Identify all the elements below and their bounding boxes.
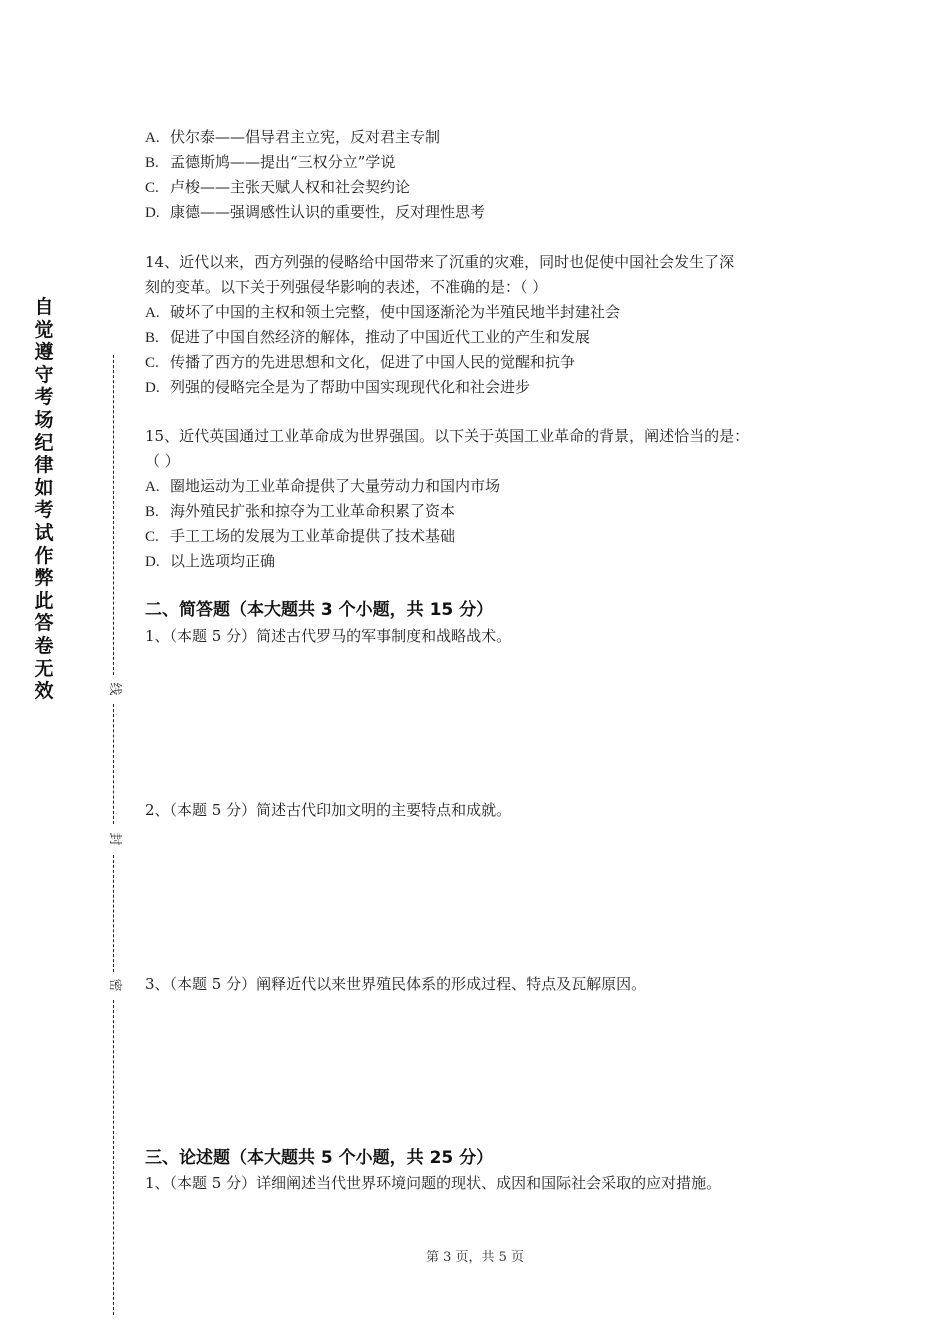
notice-char: 无 (34, 657, 54, 680)
option-letter: A. (145, 130, 160, 146)
q13-option-b (145, 152, 395, 173)
q14-option-c (145, 352, 575, 373)
q15-option-a (145, 476, 500, 497)
notice-char: 律 (34, 454, 54, 477)
option-letter: D. (145, 380, 160, 396)
binding-dashed-line (113, 855, 114, 972)
option-text: 圈地运动为工业革命提供了大量劳动力和国内市场 (170, 477, 501, 495)
binding-dashed-line (113, 355, 114, 675)
binding-label-line: 线 (107, 682, 122, 696)
page-number: 第 3 页，共 5 页 (425, 1250, 525, 1265)
notice-char: 卷 (34, 634, 54, 657)
option-text: 传播了西方的先进思想和文化，促进了中国人民的觉醒和抗争 (170, 353, 576, 371)
section3-question-1: 1、（本题 5 分）详细阐述当代世界环境问题的现状、成因和国际社会采取的应对措施。 (145, 1174, 722, 1192)
notice-char: 效 (34, 680, 54, 703)
q14-option-d (145, 377, 530, 398)
binding-dashed-line (113, 1000, 114, 1315)
notice-char: 觉 (34, 318, 54, 341)
notice-char: 此 (34, 589, 54, 612)
option-letter: B. (145, 330, 159, 346)
option-text: 列强的侵略完全是为了帮助中国实现现代化和社会进步 (170, 378, 531, 396)
binding-label-secret: 密 (107, 978, 122, 992)
option-letter: A. (145, 305, 160, 321)
notice-char: 答 (34, 612, 54, 635)
option-text: 孟德斯鸠——提出“三权分立”学说 (170, 153, 396, 171)
option-text: 海外殖民扩张和掠夺为工业革命积累了资本 (170, 502, 456, 520)
option-text: 康德——强调感性认识的重要性，反对理性思考 (170, 203, 486, 221)
notice-char: 纪 (34, 431, 54, 454)
option-text: 以上选项均正确 (170, 552, 276, 570)
q15-option-d (145, 551, 275, 572)
notice-char: 如 (34, 476, 54, 499)
section2-title: 二、简答题（本大题共 3 个小题，共 15 分） (145, 600, 494, 620)
option-letter: A. (145, 479, 160, 495)
section3-title: 三、论述题（本大题共 5 个小题，共 25 分） (145, 1148, 494, 1168)
section2-question-3: 3、（本题 5 分）阐释近代以来世界殖民体系的形成过程、特点及瓦解原因。 (145, 975, 647, 993)
section2-question-1: 1、（本题 5 分）简述古代罗马的军事制度和战略战术。 (145, 627, 512, 645)
notice-char: 遵 (34, 341, 54, 364)
option-letter: B. (145, 504, 159, 520)
q13-option-a (145, 127, 440, 148)
q14-stem-line1: 14、近代以来，西方列强的侵略给中国带来了沉重的灾难，同时也促使中国社会发生了深 (145, 253, 735, 271)
q13-option-d (145, 202, 485, 223)
q14-option-a (145, 302, 620, 323)
q15-stem-line1: 15、近代英国通过工业革命成为世界强国。以下关于英国工业革命的背景，阐述恰当的是： (145, 427, 750, 445)
option-text: 促进了中国自然经济的解体，推动了中国近代工业的产生和发展 (170, 328, 591, 346)
option-text: 手工工场的发展为工业革命提供了技术基础 (170, 527, 456, 545)
q13-option-c (145, 177, 410, 198)
notice-char: 守 (34, 363, 54, 386)
option-letter: C. (145, 529, 159, 545)
notice-char: 考 (34, 499, 54, 522)
option-letter: D. (145, 554, 160, 570)
option-letter: B. (145, 155, 159, 171)
q15-option-c (145, 526, 455, 547)
exam-discipline-notice (30, 296, 58, 703)
section2-question-2: 2、（本题 5 分）简述古代印加文明的主要特点和成就。 (145, 801, 512, 819)
option-text: 伏尔泰——倡导君主立宪，反对君主专制 (170, 128, 441, 146)
notice-char: 试 (34, 521, 54, 544)
option-letter: C. (145, 180, 159, 196)
option-text: 卢梭——主张天赋人权和社会契约论 (170, 178, 411, 196)
binding-dashed-line (113, 704, 114, 824)
notice-char: 场 (34, 408, 54, 431)
option-letter: D. (145, 205, 160, 221)
option-text: 破坏了中国的主权和领土完整，使中国逐渐沦为半殖民地半封建社会 (170, 303, 621, 321)
q15-stem-line2: （ ） (145, 452, 180, 470)
notice-char: 作 (34, 544, 54, 567)
q14-stem-line2: 刻的变革。以下关于列强侵华影响的表述，不准确的是：（ ） (145, 278, 548, 296)
binding-label-seal: 封 (107, 832, 122, 846)
notice-char: 弊 (34, 567, 54, 590)
notice-char: 考 (34, 386, 54, 409)
q15-option-b (145, 501, 455, 522)
notice-char: 自 (34, 296, 54, 318)
option-letter: C. (145, 355, 159, 371)
q14-option-b (145, 327, 590, 348)
